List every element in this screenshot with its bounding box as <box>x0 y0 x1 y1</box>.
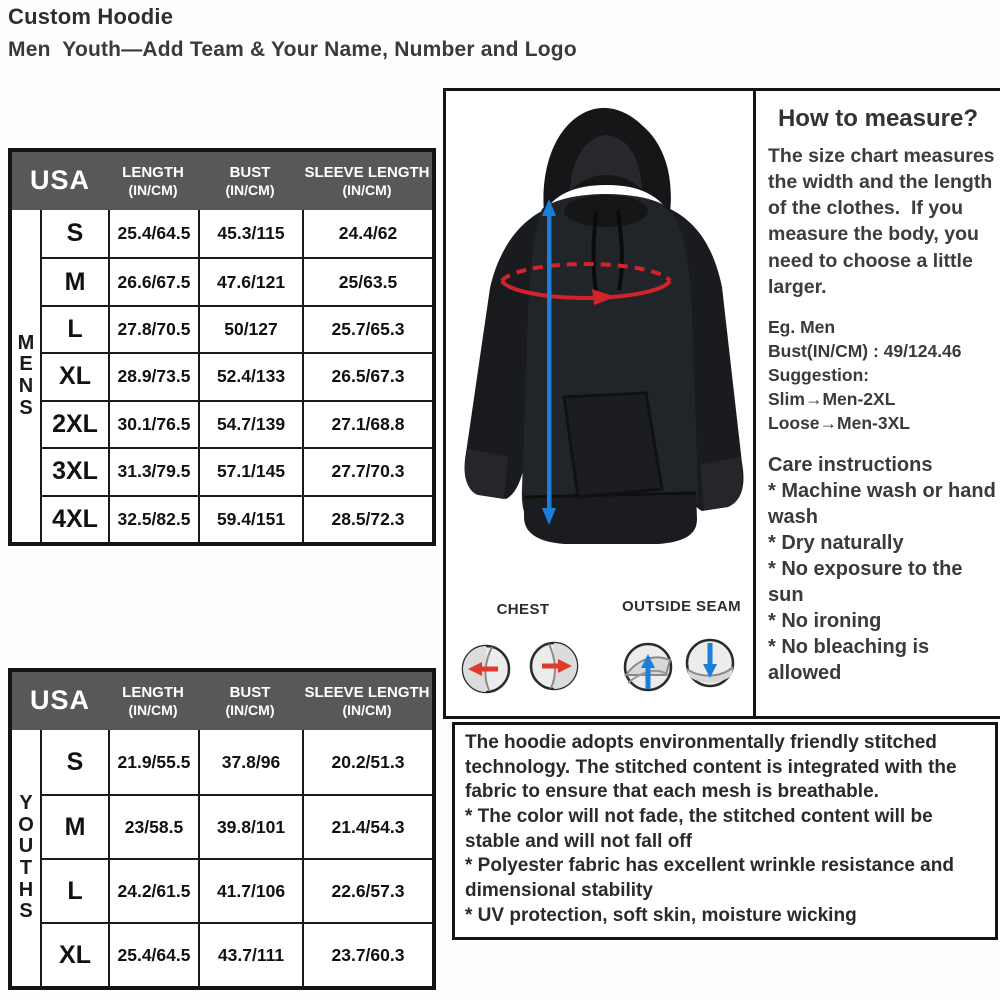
seam-arrow-down-icon <box>687 640 733 686</box>
column-label: LENGTH <box>122 164 184 182</box>
chest-arrow-right-icon <box>531 643 577 689</box>
care-instructions <box>768 452 996 686</box>
example-line: Loose→Men-3XL <box>768 413 910 434</box>
description-item: * Polyester fabric has excellent wrinkle resistance and dimensional stability <box>465 855 954 902</box>
care-heading: Care instructions <box>768 454 933 477</box>
sleeve-cell: 27.1/68.8 <box>302 400 432 447</box>
group-letter: O <box>18 813 34 836</box>
mens-header-bust <box>198 152 302 210</box>
group-letter: E <box>19 353 33 376</box>
length-cell: 25.4/64.5 <box>108 922 198 986</box>
outside-seam-label: OUTSIDE SEAM <box>622 598 741 615</box>
length-cell: 27.8/70.5 <box>108 305 198 352</box>
group-letter: Y <box>19 792 33 815</box>
sleeve-cell: 23.7/60.3 <box>302 922 432 986</box>
bust-cell: 50/127 <box>198 305 302 352</box>
group-letter: N <box>18 374 34 397</box>
description-item: * The color will not fade, the stitched content will be stable and will not fall off <box>465 806 933 852</box>
bust-cell: 59.4/151 <box>198 495 302 542</box>
column-unit: (IN/CM) <box>128 701 178 718</box>
bust-cell: 43.7/111 <box>198 922 302 986</box>
care-item: * No ironing <box>768 610 882 633</box>
sleeve-cell: 20.2/51.3 <box>302 730 432 794</box>
hoodie-photo-illustration <box>446 91 753 591</box>
bust-cell: 47.6/121 <box>198 257 302 304</box>
column-label: SLEEVE LENGTH <box>304 164 430 182</box>
length-cell: 31.3/79.5 <box>108 447 198 494</box>
example-line: Bust(IN/CM) : 49/124.46 <box>768 340 962 361</box>
mens-header-length <box>108 152 198 210</box>
how-to-measure-panel <box>756 88 1000 719</box>
column-label: LENGTH <box>122 684 184 702</box>
sleeve-cell: 28.5/72.3 <box>302 495 432 542</box>
length-cell: 25.4/64.5 <box>108 210 198 257</box>
sleeve-cell: 25/63.5 <box>302 257 432 304</box>
example-line: Suggestion: <box>768 365 870 386</box>
hoodie-measure-panel <box>443 88 756 719</box>
sleeve-cell: 24.4/62 <box>302 210 432 257</box>
care-item: * Dry naturally <box>768 532 904 555</box>
care-item: * No bleaching is allowed <box>768 636 930 685</box>
column-unit: (IN/CM) <box>128 181 178 198</box>
length-cell: 32.5/82.5 <box>108 495 198 542</box>
page-subtitle: Men Youth—Add Team & Your Name, Number and Logo <box>8 38 577 61</box>
youths-group-label <box>12 730 42 986</box>
bust-cell: 54.7/139 <box>198 400 302 447</box>
size-cell: XL <box>42 922 108 986</box>
bust-cell: 57.1/145 <box>198 447 302 494</box>
column-label: SLEEVE LENGTH <box>304 684 430 702</box>
group-letter: T <box>19 857 33 879</box>
sleeve-cell: 21.4/54.3 <box>302 794 432 858</box>
size-cell: 4XL <box>42 495 108 542</box>
example-line: Eg. Men <box>768 316 836 337</box>
chest-arrow-left-icon <box>463 646 509 692</box>
size-cell: XL <box>42 352 108 399</box>
care-item: * No exposure to the sun <box>768 558 963 607</box>
chest-label: CHEST <box>496 601 550 618</box>
group-letter: M <box>17 331 35 354</box>
youths-header-length <box>108 672 198 730</box>
length-cell: 21.9/55.5 <box>108 730 198 794</box>
size-cell: L <box>42 858 108 922</box>
sleeve-cell: 26.5/67.3 <box>302 352 432 399</box>
length-cell: 24.2/61.5 <box>108 858 198 922</box>
sleeve-cell: 25.7/65.3 <box>302 305 432 352</box>
size-suggestion-example <box>768 315 1000 436</box>
example-line: Slim→Men-2XL <box>768 389 896 410</box>
bust-cell: 52.4/133 <box>198 352 302 399</box>
size-cell: 3XL <box>42 447 108 494</box>
size-cell: S <box>66 219 84 248</box>
youths-header-sleeve <box>302 672 432 730</box>
size-cell: S <box>66 747 84 776</box>
product-description-box <box>452 722 998 940</box>
youths-header-usa: USA <box>12 672 108 730</box>
column-unit: (IN/CM) <box>225 181 275 198</box>
bust-cell: 41.7/106 <box>198 858 302 922</box>
description-item: * UV protection, soft skin, moisture wicking <box>465 904 857 926</box>
sleeve-cell: 27.7/70.3 <box>302 447 432 494</box>
column-unit: (IN/CM) <box>342 181 392 198</box>
length-cell: 23/58.5 <box>108 794 198 858</box>
bust-cell: 45.3/115 <box>198 210 302 257</box>
bust-cell: 37.8/96 <box>198 730 302 794</box>
size-cell: L <box>42 305 108 352</box>
mens-header-usa: USA <box>12 152 108 210</box>
column-unit: (IN/CM) <box>342 701 392 718</box>
group-letter: H <box>18 878 34 901</box>
size-cell: M <box>42 794 108 858</box>
group-letter: U <box>18 835 34 858</box>
length-cell: 28.9/73.5 <box>108 352 198 399</box>
length-cell: 26.6/67.5 <box>108 257 198 304</box>
how-to-measure-text: The size chart measures the width and the length of the clothes. If you measure the body, you need to choose a little larger. <box>768 145 1000 298</box>
group-letter: S <box>19 396 33 419</box>
size-cell: 2XL <box>42 400 108 447</box>
description-item: The hoodie adopts environmentally friendly stitched technology. The stitched content is integrated with the fabric to ensure that each mesh is breathable. <box>465 732 957 803</box>
page-title: Custom Hoodie <box>8 4 174 29</box>
mens-header-sleeve <box>302 152 432 210</box>
seam-arrow-up-icon <box>625 644 671 690</box>
mens-size-table <box>8 148 436 546</box>
measurement-direction-icons <box>454 619 746 714</box>
how-to-measure-heading: How to measure? <box>777 105 979 132</box>
column-label: BUST <box>229 164 271 182</box>
mens-group-label <box>12 210 42 542</box>
youths-header-bust <box>198 672 302 730</box>
bust-cell: 39.8/101 <box>198 794 302 858</box>
column-unit: (IN/CM) <box>225 701 275 718</box>
youths-size-table <box>8 668 436 990</box>
length-cell: 30.1/76.5 <box>108 400 198 447</box>
group-letter: S <box>19 900 33 923</box>
care-item: * Machine wash or hand wash <box>768 480 996 529</box>
size-cell: M <box>42 257 108 304</box>
column-label: BUST <box>229 684 271 702</box>
sleeve-cell: 22.6/57.3 <box>302 858 432 922</box>
